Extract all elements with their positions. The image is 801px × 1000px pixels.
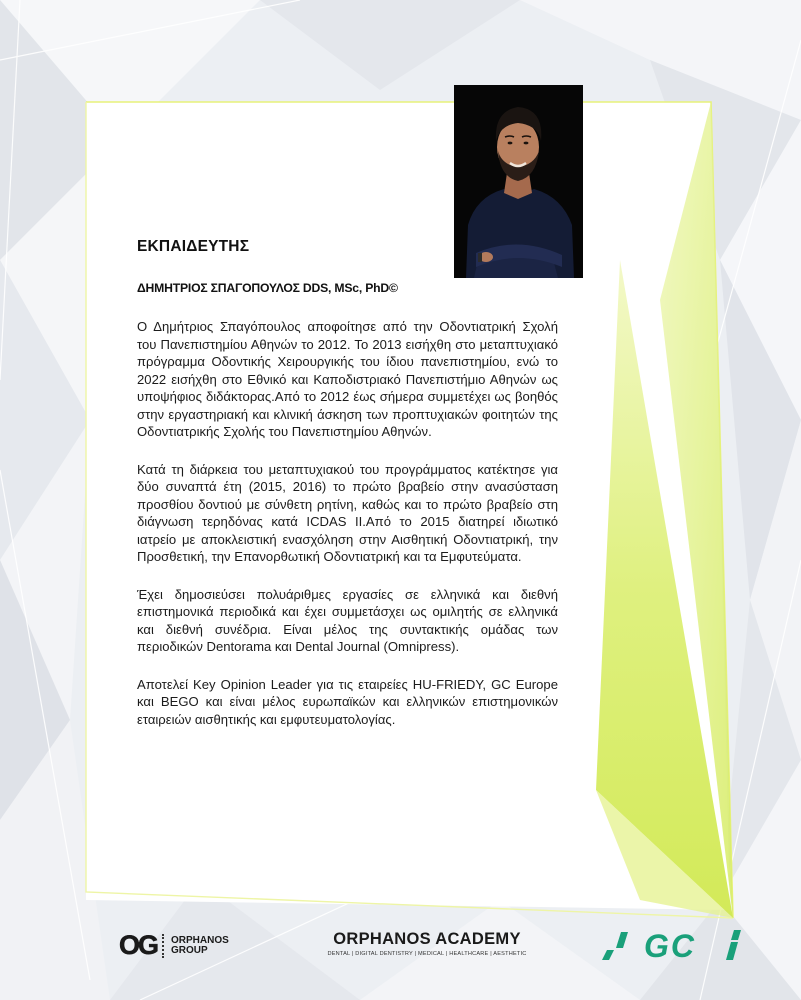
trainer-photo [454,85,583,278]
og-logo-mark: OG [119,930,158,960]
bio-paragraph: Κατά τη διάρκεια του μεταπτυχιακού του προγράμματος κατέκτησε για δύο συναπτά έτη (2015, 2016) το πρώτο βραβείο στην ανασύσταση προσθίου δοντιού με σύνθετη ρητίνη, καθώς και το πρώτο βραβείο στη διάγνωση τερηδόνας κατά ICDAS II.Από το 2015 διατηρεί ιδιωτικό ιατρείο με αποκλειστική ενασχόληση στην Αισθητική Οδοντιατρική, την Προσθετική, την Επανορθωτική Οδοντιατρική και τα Εμφυτεύματα. [137,461,558,564]
bio-paragraph: Έχει δημοσιεύσει πολυάριθμες εργασίες σε ελληνικά και διεθνή επιστημονικά περιοδικά και έχει συμμετάσχει ως ομιλητής σε ελληνικά και διεθνή συνέδρια. Είναι μέλος της συντακτικής ομάδας των περιοδικών Dentorama και Dental Journal (Omnipress). [137,586,558,654]
gc-logo-text: GC [644,928,696,962]
bio-paragraph: Αποτελεί Key Opinion Leader για τις εταιρείες HU-FRIEDY, GC Europe και BEGO και είναι μέλος ευρωπαϊκών και ελληνικών επιστημονικών εταιρειών αισθητικής και εμφυτευματολογίας. [137,676,558,727]
orphanos-academy-logo [322,930,532,957]
gc-logo [600,928,742,962]
og-line-1: ORPHANOS [171,934,229,946]
og-logo-text [171,936,229,956]
logo-divider [162,934,165,958]
orphanos-group-logo [119,930,229,961]
academy-title: ORPHANOS ACADEMY [333,930,521,948]
academy-subtitle: DENTAL | DIGITAL DENTISTRY | MEDICAL | HEALTHCARE | AESTHETIC [327,951,527,957]
trainer-portrait-image [454,85,583,278]
bio-paragraph: Ο Δημήτριος Σπαγόπουλος αποφοίτησε από την Οδοντιατρική Σχολή του Πανεπιστημίου Αθηνών το 2012. Το 2013 εισήχθη στο μεταπτυχιακό πρόγραμμα Οδοντικής Χειρουργικής του ίδιου πανεπιστημίου, ενώ το 2022 εισήχθη στο Εθνικό και Καποδιστριακό Πανεπιστήμιο Αθηνών ως υποψήφιος διδάκτορας.Από το 2012 έως σήμερα συμμετέχει ως βοηθός στην εργαστηριακή και κλινική άσκηση των προπτυχιακών φοιτητών της Οδοντιατρικής Σχολής του Πανεπιστημίου Αθηνών. [137,319,558,439]
gc-logo-mark [600,928,742,962]
section-label: ΕΚΠΑΙΔΕΥΤΗΣ [137,238,250,255]
og-line-2: GROUP [171,944,208,956]
trainer-name: ΔΗΜΗΤΡΙΟΣ ΣΠΑΓΟΠΟΥΛΟΣ DDS, MSc, PhD© [137,281,398,295]
trainer-bio [137,318,558,748]
